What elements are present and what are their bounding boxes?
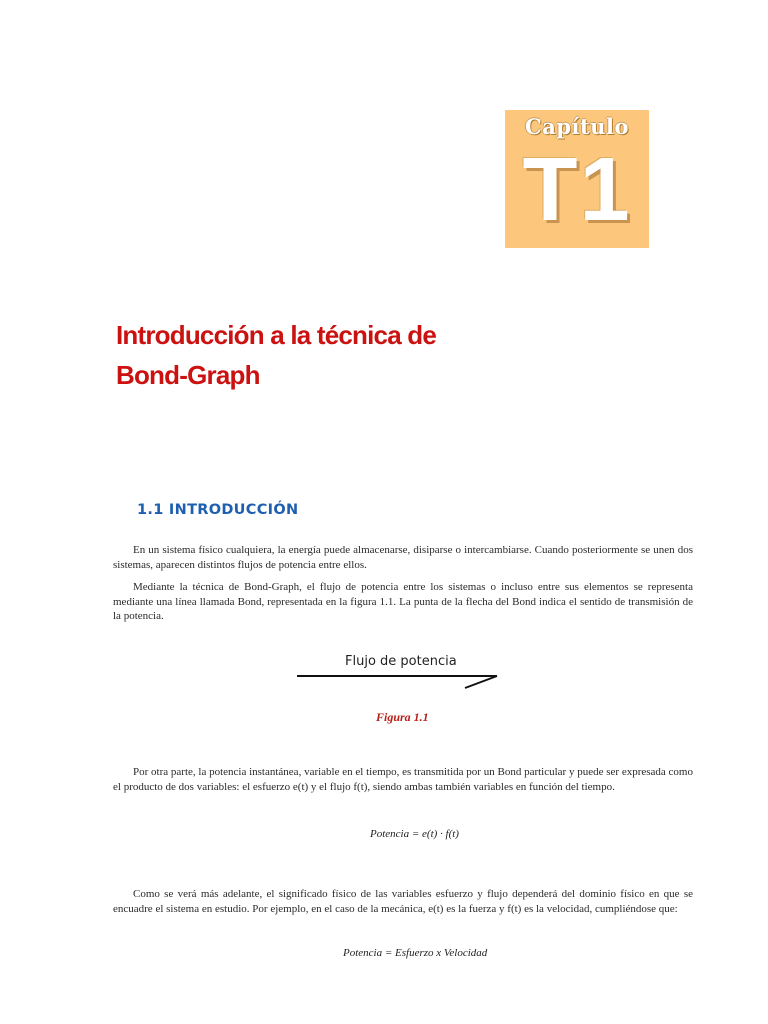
chapter-title-line-2: Bond-Graph	[116, 360, 260, 390]
formula-power-mechanical: Potencia = Esfuerzo x Velocidad	[343, 947, 488, 959]
paragraph-physical-meaning: Como se verá más adelante, el significado físico de las variables esfuerzo y flujo dependerá del dominio físico en que se encuadre el sistema en estudio. Por ejemplo, en el caso de la mecánica, e(t) es la fuerza y f(t) es la velocidad, cumpliéndose que:	[113, 888, 693, 915]
bond-arrow-icon	[295, 670, 500, 692]
section-heading: 1.1 INTRODUCCIÓN	[137, 502, 299, 518]
paragraph-instant-power: Por otra parte, la potencia instantánea, variable en el tiempo, es transmitida por un Bond particular y puede ser expresada como el producto de dos variables: el esfuerzo e(t) y el flujo f(t), siendo ambas también variables en función del tiempo.	[113, 766, 693, 793]
chapter-badge	[505, 110, 649, 248]
figure-caption: Figura 1.1	[376, 710, 429, 724]
flow-label: Flujo de potencia	[345, 654, 457, 669]
chapter-number: T1	[522, 140, 632, 240]
paragraph-bond-graph: Mediante la técnica de Bond-Graph, el flujo de potencia entre los sistemas o incluso entre sus elementos se representa mediante una línea llamada Bond, representada en la figura 1.1. La punta de la flecha del Bond indica el sentido de transmisión de la potencia.	[113, 581, 693, 622]
paragraph-energy: En un sistema físico cualquiera, la energía puede almacenarse, disiparse o intercambiarse. Cuando posteriormente se unen dos sistemas, aparecen distintos flujos de potencia entre ellos.	[113, 544, 693, 571]
formula-power-product: Potencia = e(t) · f(t)	[370, 828, 459, 840]
chapter-label: Capítulo	[525, 114, 629, 139]
chapter-title-line-1: Introducción a la técnica de	[116, 320, 437, 350]
chapter-title	[116, 315, 676, 395]
